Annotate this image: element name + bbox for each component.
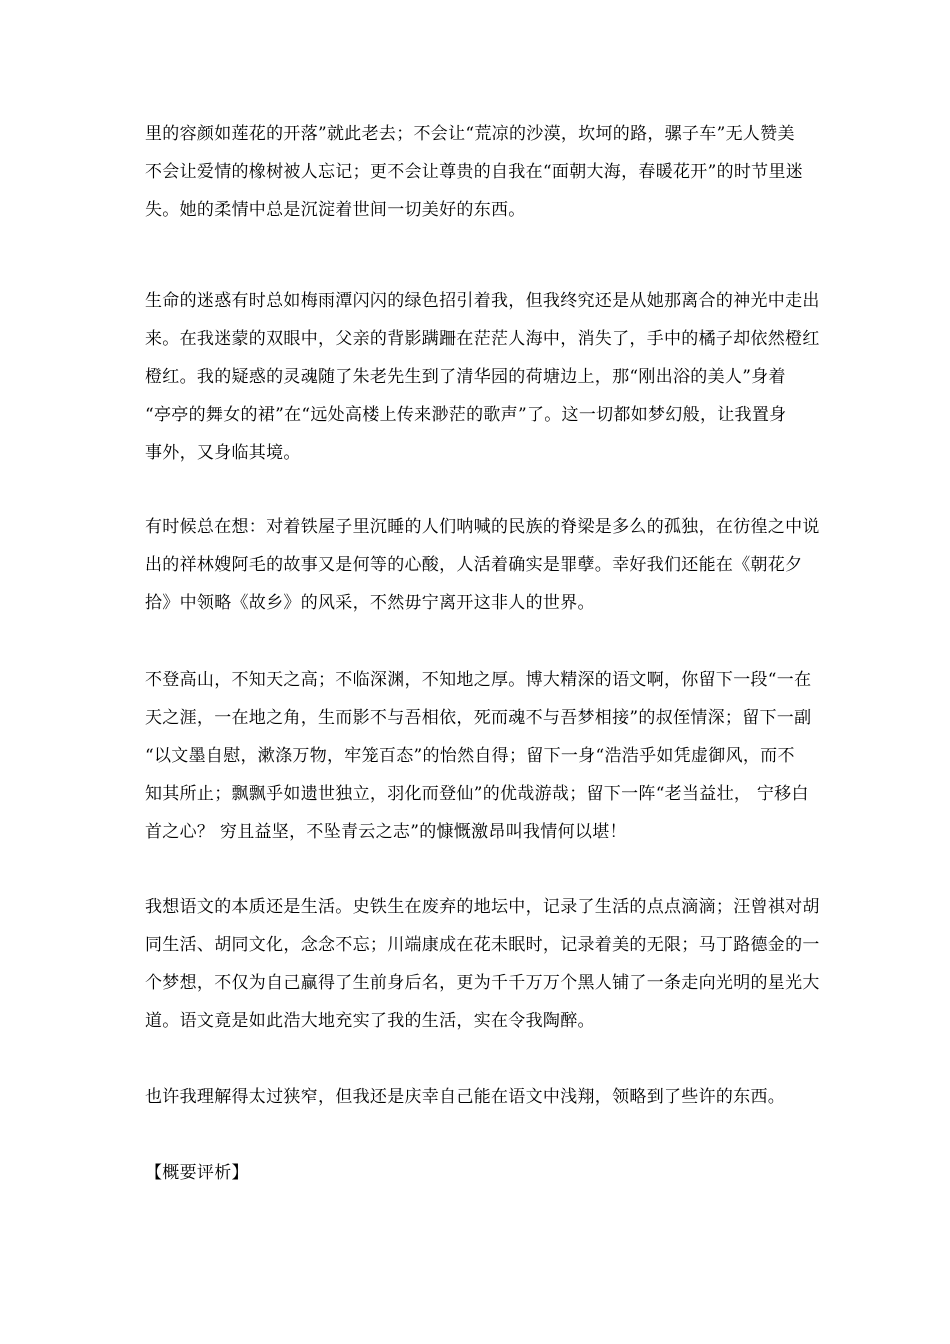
paragraph-4	[145, 661, 815, 851]
text-line: 有时候总在想：对着铁屋子里沉睡的人们呐喊的民族的脊梁是多么的孤独，在彷徨之中说	[145, 517, 820, 537]
paragraph-2	[145, 282, 820, 472]
text-line: 知其所止；飘飘乎如遗世独立，羽化而登仙”的优哉游哉；留下一阵“老当益壮， 宁移白	[145, 784, 809, 804]
text-line: 不登高山，不知天之高；不临深渊，不知地之厚。博大精深的语文啊，你留下一段“一在	[145, 670, 812, 690]
text-line: “以文墨自慰，漱涤万物，牢笼百态”的怡然自得；留下一身“浩浩乎如凭虚御风，而不	[145, 746, 795, 766]
text-line: 里的容颜如莲花的开落”就此老去；不会让“荒凉的沙漠，坎坷的路，骡子车”无人赞美	[145, 124, 795, 144]
text-line: 个梦想，不仅为自己赢得了生前身后名，更为千千万万个黑人铺了一条走向光明的星光大	[145, 973, 820, 993]
text-line: 天之涯，一在地之角，生而影不与吾相依，死而魂不与吾梦相接”的叔侄情深；留下一副	[145, 708, 812, 728]
text-line: 橙红。我的疑惑的灵魂随了朱老先生到了清华园的荷塘边上，那“刚出浴的美人”身着	[145, 367, 786, 387]
text-line: 不会让爱情的橡树被人忘记；更不会让尊贵的自我在“面朝大海，春暖花开”的时节里迷	[145, 162, 804, 182]
paragraph-3	[145, 508, 820, 622]
text-line: 出的祥林嫂阿毛的故事又是何等的心酸，人活着确实是罪孽。幸好我们还能在《朝花夕	[145, 555, 803, 575]
text-line: 来。在我迷蒙的双眼中，父亲的背影蹒跚在茫茫人海中，消失了，手中的橘子却依然橙红	[145, 329, 820, 349]
section-heading-text: 【概要评析】	[145, 1163, 249, 1183]
text-line: 首之心？ 穷且益坚，不坠青云之志”的慷慨激昂叫我情何以堪！	[145, 822, 627, 842]
text-line: “亭亭的舞女的裙”在“远处高楼上传来渺茫的歌声”了。这一切都如梦幻般，让我置身	[145, 405, 787, 425]
text-line: 同生活、胡同文化，念念不忘；川端康成在花未眠时，记录着美的无限；马丁路德金的一	[145, 935, 820, 955]
section-heading	[145, 1154, 815, 1192]
paragraph-6	[145, 1078, 815, 1116]
text-line: 事外，又身临其境。	[145, 443, 301, 463]
paragraph-1	[145, 115, 815, 229]
text-line: 也许我理解得太过狭窄，但我还是庆幸自己能在语文中浅翔，领略到了些许的东西。	[145, 1087, 786, 1107]
text-line: 失。她的柔情中总是沉淀着世间一切美好的东西。	[145, 200, 526, 220]
paragraph-5	[145, 888, 820, 1040]
text-line: 生命的迷惑有时总如梅雨潭闪闪的绿色招引着我，但我终究还是从她那离合的神光中走出	[145, 291, 820, 311]
text-line: 拾》中领略《故乡》的风采，不然毋宁离开这非人的世界。	[145, 593, 595, 613]
text-line: 我想语文的本质还是生活。史铁生在废弃的地坛中，记录了生活的点点滴滴；汪曾祺对胡	[145, 897, 820, 917]
text-line: 道。语文竟是如此浩大地充实了我的生活，实在令我陶醉。	[145, 1011, 595, 1031]
